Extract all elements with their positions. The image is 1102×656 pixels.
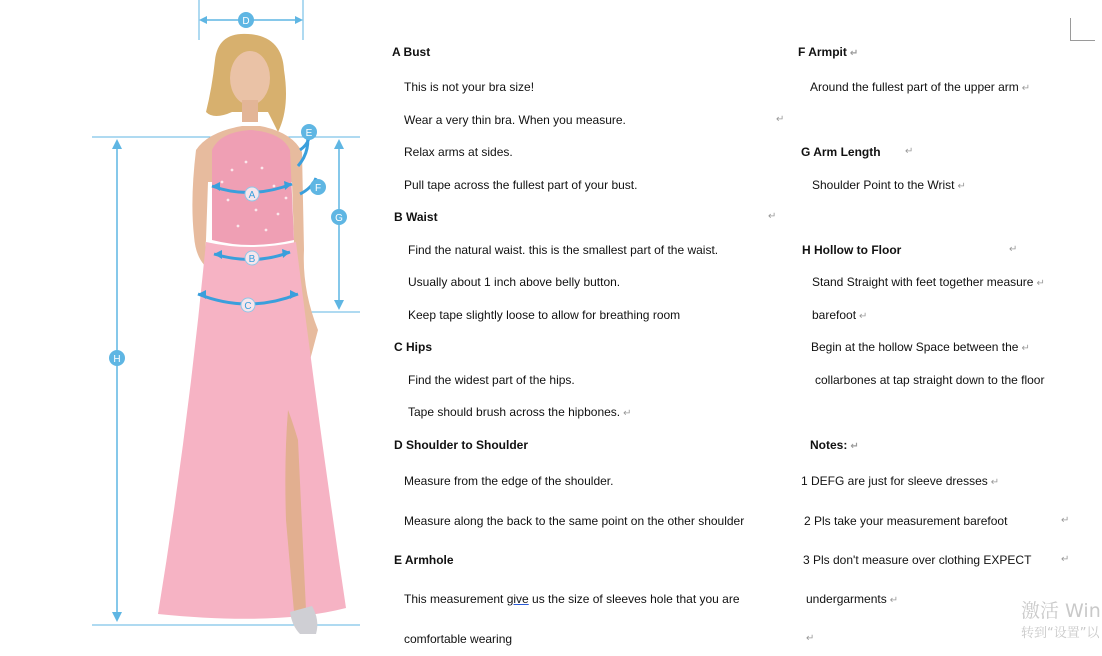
paragraph-mark: ↵ (1061, 515, 1070, 526)
hollow-to-floor-arrow (112, 139, 122, 622)
paragraph-mark: ↵ (1036, 278, 1045, 289)
svg-text:D: D (242, 16, 250, 27)
paragraph-mark: ↵ (957, 181, 966, 192)
activation-watermark-sub: 转到“设置”以 (1021, 626, 1100, 641)
marker-b (245, 251, 259, 265)
marker-d (238, 12, 254, 28)
paragraph-mark: ↵ (990, 477, 1000, 488)
paragraph-mark: ↵ (1009, 244, 1018, 255)
paragraph-mark: ↵ (850, 441, 859, 452)
paragraph-mark: ↵ (905, 146, 914, 157)
note-3: 3 Pls don't measure over clothing EXPECT (803, 553, 1032, 567)
paragraph-mark: ↵ (849, 48, 859, 59)
paragraph-mark: ↵ (1021, 83, 1031, 94)
hollow-line-4: collarbones at tap straight down to the floor (815, 373, 1045, 387)
dress-figure (158, 34, 346, 634)
svg-text:F: F (314, 183, 322, 194)
arm-length-line-1: Shoulder Point to the Wrist ↵ (812, 178, 966, 192)
waist-line-1: Find the natural waist. this is the smallest part of the waist. (408, 243, 719, 257)
marker-c (241, 298, 255, 312)
hollow-line-1: Stand Straight with feet together measure ↵ (812, 275, 1045, 289)
marker-h (109, 350, 125, 366)
shoulder-heading: D Shoulder to Shoulder (394, 438, 528, 452)
paragraph-mark: ↵ (776, 114, 785, 125)
svg-text:A: A (248, 190, 256, 201)
armpit-line-1: Around the fullest part of the upper arm ↵ (810, 80, 1031, 94)
note-4: undergarments ↵ (806, 592, 899, 606)
bust-line-2: Wear a very thin bra. When you measure. (404, 113, 626, 127)
bust-line-4: Pull tape across the fullest part of your bust. (404, 178, 638, 192)
bust-line-3: Relax arms at sides. (404, 145, 513, 159)
activation-watermark: 激活 Win (1021, 600, 1101, 622)
armhole-line-2: comfortable wearing (404, 632, 513, 646)
svg-text:E: E (305, 128, 313, 139)
svg-text:G: G (335, 213, 343, 224)
note-2: 2 Pls take your measurement barefoot (804, 514, 1008, 528)
waist-line-2: Usually about 1 inch above belly button. (408, 275, 621, 289)
hollow-line-3: Begin at the hollow Space between the ↵ (811, 340, 1030, 354)
waist-line-3: Keep tape slightly loose to allow for breathing room (408, 308, 681, 322)
armhole-heading: E Armhole (394, 553, 454, 567)
marker-f (310, 179, 326, 195)
paragraph-mark: ↵ (806, 633, 815, 644)
waist-heading: B Waist (394, 210, 438, 224)
hollow-heading: H Hollow to Floor (802, 243, 902, 257)
paragraph-mark: ↵ (859, 311, 868, 322)
armhole-line-1: This measurement give us the size of sleeves hole that you are (404, 592, 740, 606)
hips-line-2: Tape should brush across the hipbones. ↵ (408, 405, 632, 419)
paragraph-mark: ↵ (623, 408, 632, 419)
notes-heading: Notes: ↵ (810, 438, 859, 452)
hips-line-1: Find the widest part of the hips. (408, 373, 575, 387)
shoulder-line-2: Measure along the back to the same point on the other shoulder (404, 514, 745, 528)
hips-heading: C Hips (394, 340, 433, 354)
marker-a (245, 187, 259, 201)
marker-e (301, 124, 317, 140)
marker-g (331, 209, 347, 225)
svg-text:C: C (244, 301, 252, 312)
hollow-line-2: barefoot ↵ (812, 308, 868, 322)
svg-text:B: B (248, 254, 256, 265)
paragraph-mark: ↵ (1061, 554, 1070, 565)
bust-line-1: This is not your bra size! (404, 80, 535, 94)
paragraph-mark: ↵ (889, 595, 899, 606)
note-1: 1 DEFG are just for sleeve dresses ↵ (801, 474, 1000, 488)
model-illustration (0, 0, 380, 656)
svg-text:H: H (113, 354, 121, 365)
page-corner-mark (1070, 18, 1095, 41)
bust-heading: A Bust (392, 45, 431, 59)
paragraph-mark: ↵ (768, 211, 777, 222)
arm-length-heading: G Arm Length (801, 145, 881, 159)
paragraph-mark: ↵ (1021, 343, 1030, 354)
shoulder-line-1: Measure from the edge of the shoulder. (404, 474, 614, 488)
armpit-heading: F Armpit ↵ (798, 45, 859, 59)
